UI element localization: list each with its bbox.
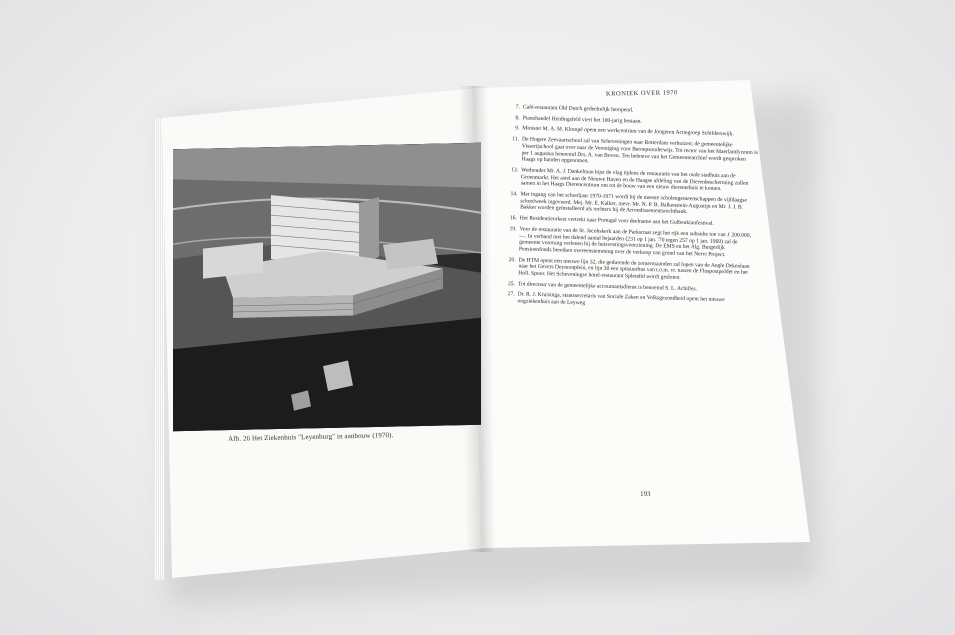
entry-day: 8.: [515, 114, 520, 122]
page-number: 193: [639, 489, 651, 499]
entry-day: 16.: [509, 215, 517, 222]
chronicle-entry: [505, 191, 757, 218]
entry-day: 7.: [515, 104, 520, 111]
hospital-construction-photo: [173, 143, 481, 431]
entry-text: Het Residentieorkest vertrekt naar Portugal voor deelname aan het Gulbenkianfestival.: [519, 215, 714, 227]
chronicle-entry: [503, 257, 755, 284]
entry-text: Café-restaurant Old Dutch gedeeltelijk heropend.: [522, 104, 634, 114]
entry-day: 25.: [507, 280, 516, 288]
entry-day: 11.: [512, 136, 520, 143]
entry-text: Met ingang van het schooljaar 1970-1971 wordt bij de meeste scholengemeenschappen de vijfdaagse schoolweek ingevoerd. Mej. Mr. E. Kalker, mevr. Mr. N. P. B. Balkenstein-Augustijn en Mr. J. J. B. Bakker worden geïnstalleerd als rechters bij de Arrondissementsrechtbank.: [520, 191, 747, 216]
chronicle-entry: [506, 167, 758, 194]
entry-text: Voor de restauratie van de St. Jacobskerk aan de Parkstraat zegt het rijk een subsidie toe van ƒ 200.000,—. In verband met het dalend aantal bejaarden (231 op 1 jan. '70 tegen 257 op 1 jan. 1969) zal de gemeente voorrang verlenen bij de huisvestingsvoorziening. De EMS en het Alg. Burgerlijk Pensioenfonds bereiken overeenstemming over de verkoop van grond van het Nervi Project.: [518, 226, 752, 259]
entry-text: Tot directeur van de gemeentelijke accountantsdienst is benoemd S. L. Achilles.: [517, 281, 698, 293]
page-stack-edge: [154, 118, 164, 581]
entry-day: 13.: [511, 167, 519, 174]
entry-text: De HTM opent een nieuwe lijn 32, die gedurende de zomermaanden zal lopen van de Aegle Dekenlaan naar het Gevers Deynootplein, en lijn 30 een spitsuurbus van t.o.m. vr. tussen de Fluspostpolder en het Holl. Spoor. Het Scheveningse hotel-restaurant Splendid wordt gesloten.: [518, 257, 750, 281]
entry-day: 9.: [515, 125, 520, 132]
entry-text: Wethouder Mr. A. J. Dankelman hijst de vlag tijdens de restauratie van het oude stadhuis aan de Groenmarkt. Het asiel aan de Nieuwe Haven en de Haagse afdeling van de Dierenbescherming zullen samen in het Haags Dierencentrum om tot de bouw van een nieuw dierentehuis te komen.: [520, 167, 749, 193]
photo-caption: Afb. 26 Het Ziekenhuis "Leyenburg" in aanbouw (1970).: [227, 431, 394, 443]
entry-day: 27.: [507, 291, 515, 298]
chronicle-entry: [506, 136, 759, 170]
aerial-photo-drawing: [173, 143, 481, 431]
entry-text: Minister M. A. M. Klompé opent een werkcentrum van de Jongeren Actiegroep Schilderswijk.: [522, 125, 734, 138]
page-header: KRONIEK OVER 1970: [605, 89, 678, 98]
entry-day: 14.: [510, 191, 518, 198]
entry-day: 19.: [509, 225, 517, 233]
entry-day: 20.: [508, 256, 516, 263]
entry-text: Pianohandel Heidingsfeld viert het 100-jarig bestaan.: [522, 115, 642, 125]
entry-text: Dr. R. J. Kruisinga, staatssecretaris van Sociale Zaken en Volksgezondheid opent het nieuwe oogziekenhuis aan de Leyweg: [517, 291, 725, 307]
chronicle-entry: [504, 226, 757, 260]
chronicle-entries: [502, 104, 760, 316]
entry-text: De Hogere Zeevaartschool zal van Scheveningen naar Rotterdam verhuizen; de gemeentelijke Visserijschool gaat over naar de Vereniging voor Beroepsonderwijs. Tot rector van het Maerlantlyceum is per 1 augustus benoemd Drs. A. van Boven. Ten behoeve van het Gemeentearchief wordt gesproken Haags op banden opgenomen.: [521, 136, 758, 165]
chronicle-entry: [502, 291, 754, 311]
